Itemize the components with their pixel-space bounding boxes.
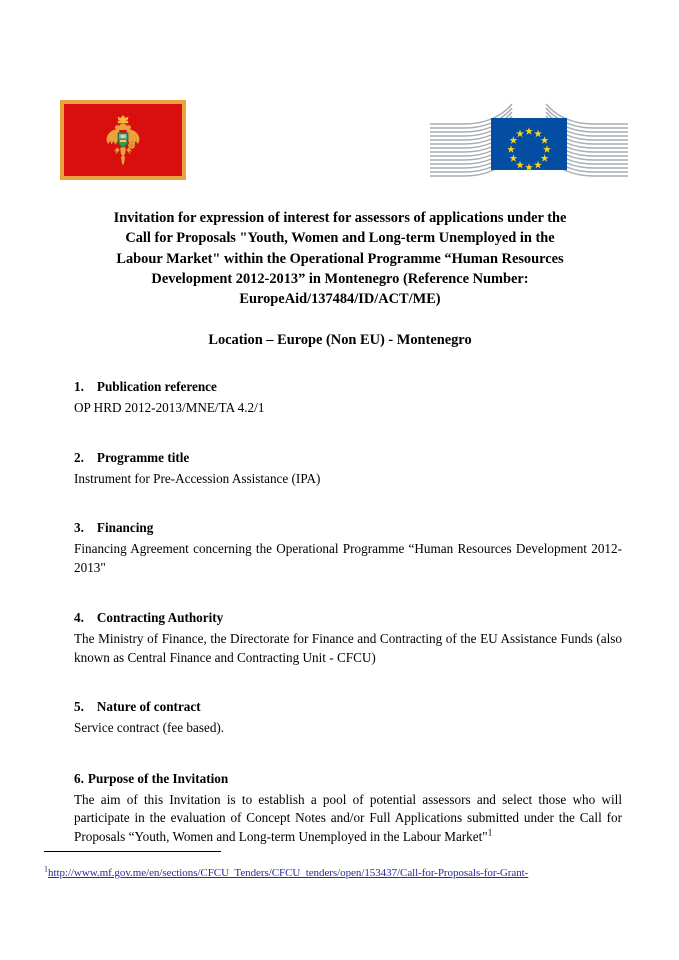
footnote <box>44 866 644 880</box>
section-body-text: The aim of this Invitation is to establish a pool of potential assessors and select those who will participate in the evaluation of Concept Notes and/or Full Applications submitted under the Call for Proposals “Youth, Women and Long-term Unemployed in the Labour Market" <box>74 791 622 844</box>
document-sections <box>74 378 622 846</box>
section-nature-of-contract <box>74 698 622 738</box>
document-title-line: Development 2012-2013” in Montenegro (Reference Number: <box>151 270 529 287</box>
montenegro-flag-field <box>64 104 182 176</box>
document-title-line: EuropeAid/137484/ID/ACT/ME) <box>239 291 441 308</box>
section-heading <box>74 609 622 626</box>
section-heading-text: Nature of contract <box>96 699 201 714</box>
section-body: Instrument for Pre-Accession Assistance (IPA) <box>74 470 321 486</box>
header-logo-row <box>0 92 679 188</box>
section-contracting-authority <box>74 609 622 667</box>
section-body: Financing Agreement concerning the Operational Programme “Human Resources Development 2012-2013" <box>74 541 622 575</box>
section-heading <box>74 519 622 536</box>
section-financing <box>74 519 622 577</box>
document-title <box>62 208 618 309</box>
section-number: 2. <box>74 449 84 465</box>
section-programme-title <box>74 449 622 489</box>
section-body: The Ministry of Finance, the Directorate for Finance and Contracting of the EU Assistance Funds (also known as Central Finance and Contracting Unit - CFCU) <box>74 631 622 665</box>
document-location: Location – Europe (Non EU) - Montenegro <box>208 332 472 348</box>
section-heading <box>74 770 622 787</box>
section-body: Service contract (fee based). <box>74 720 225 735</box>
document-title-line: Call for Proposals "Youth, Women and Long-term Unemployed in the <box>125 230 555 247</box>
section-number: 6. <box>74 770 84 786</box>
section-number: 1. <box>74 379 84 394</box>
footnote-link[interactable]: http://www.mf.gov.me/en/sections/CFCU_Tenders/CFCU_tenders/open/153437/Call-for-Proposals-for-Grant- <box>48 867 529 879</box>
section-publication-reference <box>74 378 622 418</box>
footnote-marker: 1 <box>44 864 48 874</box>
footnote-separator <box>44 851 221 852</box>
document-title-line: Invitation for expression of interest for assessors of applications under the <box>113 210 567 226</box>
section-heading-text: Programme title <box>96 449 190 465</box>
section-number: 5. <box>74 699 84 714</box>
section-heading-text: Purpose of the Invitation <box>87 770 229 786</box>
section-heading-text: Contracting Authority <box>96 610 224 625</box>
section-body <box>74 791 622 847</box>
section-purpose-of-the-invitation <box>74 770 622 847</box>
section-heading-text: Financing <box>96 520 154 535</box>
montenegro-flag <box>60 100 186 180</box>
document-title-line: Labour Market" within the Operational Programme “Human Resources <box>116 250 564 267</box>
section-heading-text: Publication reference <box>96 379 217 394</box>
section-number: 3. <box>74 520 84 535</box>
montenegro-coat-of-arms-icon <box>100 114 146 166</box>
eu-flag-field <box>491 118 567 170</box>
section-heading <box>74 378 622 395</box>
section-heading <box>74 698 622 715</box>
section-number: 4. <box>74 610 84 625</box>
footnote-reference[interactable]: 1 <box>487 827 493 838</box>
european-commission-logo <box>428 98 630 182</box>
section-body: OP HRD 2012-2013/MNE/TA 4.2/1 <box>74 400 265 415</box>
section-heading <box>74 449 622 466</box>
